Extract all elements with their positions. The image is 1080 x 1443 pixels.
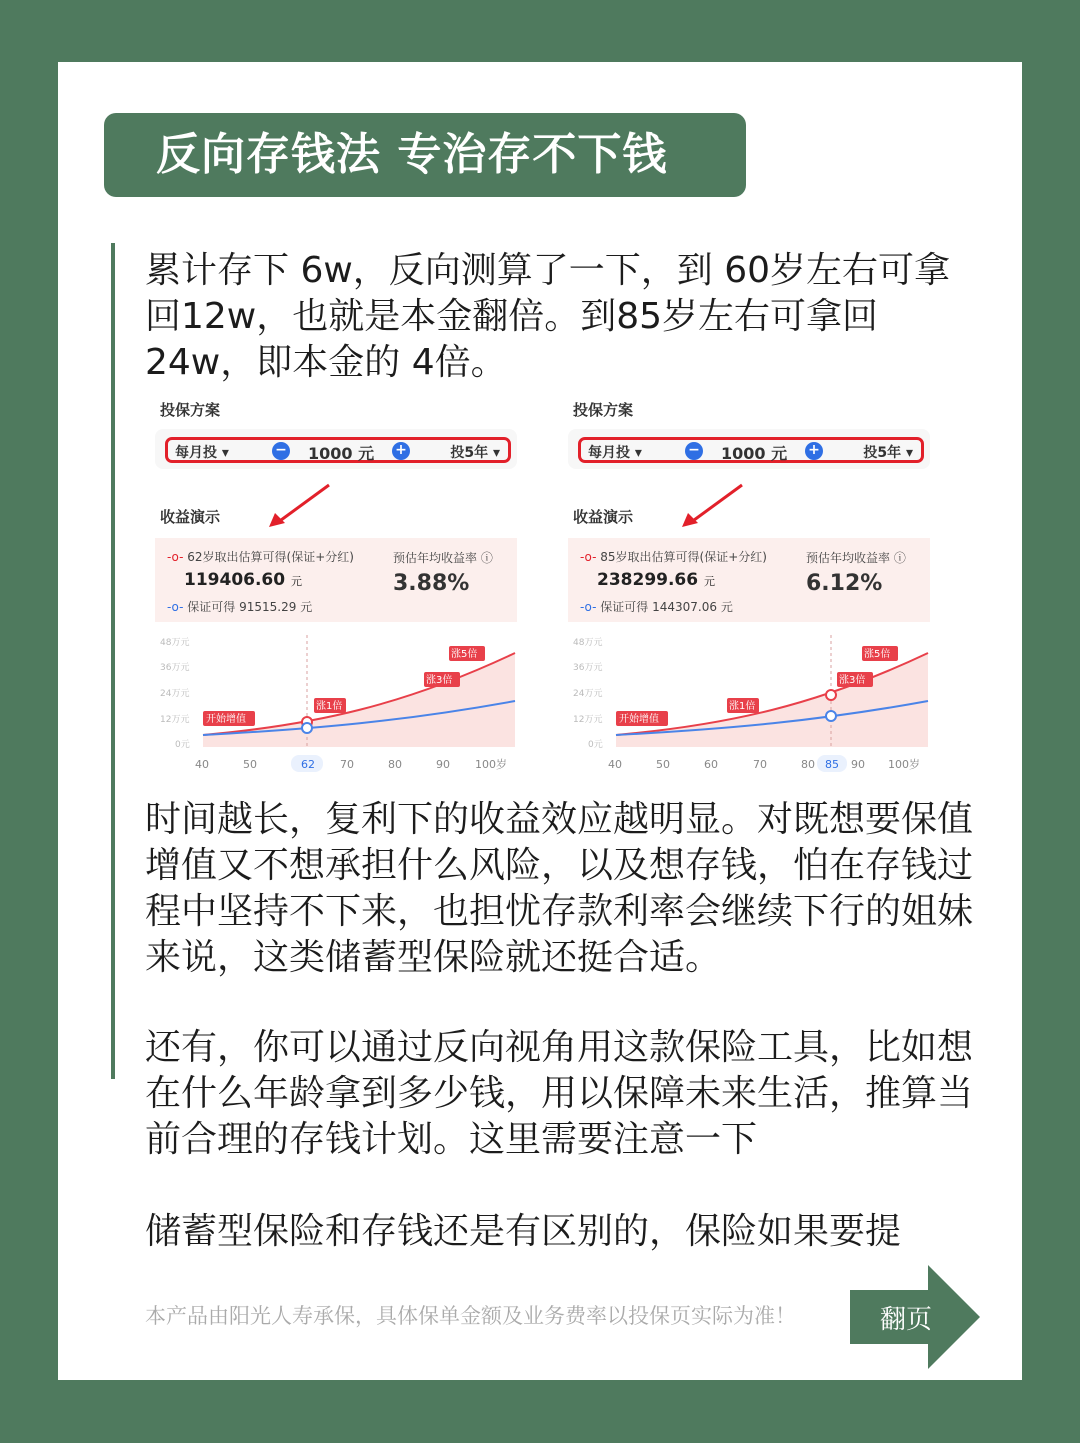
- x-tick: 40: [608, 758, 622, 771]
- y-tick: 36万元: [573, 663, 603, 673]
- y-tick: 48万元: [573, 638, 603, 648]
- amount-value: 1000 元: [721, 444, 788, 463]
- blue-marker: [302, 723, 312, 733]
- plan-selector[interactable]: [578, 437, 924, 463]
- rate-value: 6.12%: [806, 571, 883, 596]
- paragraph-2: 时间越长，复利下的收益效应越明显。对既想要保值增值又不想承担什么风险，以及想存钱，怕在存钱过程中坚持不下来，也担忧存款利率会继续下行的姐妹来说，这类储蓄型保险就还挺合适。: [145, 799, 974, 978]
- x-tick: 100岁: [475, 758, 507, 771]
- rate-value: 3.88%: [393, 571, 470, 596]
- tag-1x: 涨1倍: [316, 701, 343, 712]
- rate-label: 预估年均收益率 ⓘ: [393, 551, 493, 565]
- tag-5x: 涨5倍: [451, 649, 478, 660]
- x-tick: 100岁: [888, 758, 920, 771]
- guaranteed-label: 保证可得: [600, 600, 649, 614]
- x-tick: 90: [851, 758, 865, 771]
- growth-chart: [568, 635, 938, 775]
- arrow-right-icon[interactable]: [928, 1265, 980, 1369]
- years-dropdown[interactable]: 投5年 ▾: [450, 445, 500, 461]
- x-tick: 80: [801, 758, 815, 771]
- frequency-dropdown[interactable]: 每月投 ▾: [175, 445, 229, 461]
- x-tick-selected[interactable]: 85: [825, 758, 839, 771]
- payout-value: 119406.60: [184, 570, 286, 590]
- growth-chart: [155, 635, 525, 775]
- y-tick: 0元: [588, 740, 603, 750]
- x-tick: 70: [340, 758, 354, 771]
- red-arrow-icon: [265, 483, 335, 529]
- payout-unit: 元: [291, 575, 303, 588]
- y-tick: 0元: [175, 740, 190, 750]
- guaranteed-label: 保证可得: [187, 600, 236, 614]
- x-tick: 50: [656, 758, 670, 771]
- tag-1x: 涨1倍: [729, 701, 756, 712]
- demo-label: 收益演示: [160, 508, 221, 526]
- amount-value: 1000 元: [308, 444, 375, 463]
- guaranteed-value: 144307.06 元: [652, 600, 733, 614]
- minus-icon[interactable]: −: [685, 442, 703, 460]
- tag-5x: 涨5倍: [864, 649, 891, 660]
- plus-icon[interactable]: +: [392, 442, 410, 460]
- payout-unit: 元: [704, 575, 716, 588]
- tag-start: 开始增值: [619, 714, 659, 725]
- y-tick: 24万元: [160, 689, 190, 699]
- guaranteed-value: 91515.29 元: [239, 600, 313, 614]
- payout-label: 62岁取出估算可得(保证+分红): [187, 550, 354, 564]
- demo-label: 收益演示: [573, 508, 634, 526]
- next-page-label[interactable]: 翻页: [880, 1305, 933, 1335]
- paragraph-1: 累计存下 6w，反向测算了一下，到 60岁左右可拿回12w，也就是本金翻倍。到85岁左右可拿回24w，即本金的 4倍。: [145, 250, 951, 383]
- tag-3x: 涨3倍: [839, 675, 866, 686]
- red-marker: [826, 690, 836, 700]
- blue-marker: [826, 711, 836, 721]
- payout-value: 238299.66: [597, 570, 699, 590]
- x-tick: 90: [436, 758, 450, 771]
- rate-label: 预估年均收益率 ⓘ: [806, 551, 906, 565]
- x-tick: 60: [704, 758, 718, 771]
- quote-bar: [111, 243, 115, 1079]
- plus-icon[interactable]: +: [805, 442, 823, 460]
- y-tick: 48万元: [160, 638, 190, 648]
- minus-icon[interactable]: −: [272, 442, 290, 460]
- paragraph-3: 还有，你可以通过反向视角用这款保险工具，比如想在什么年龄拿到多少钱，用以保障未来生活，推算当前合理的存钱计划。这里需要注意一下: [145, 1027, 974, 1160]
- tag-start: 开始增值: [206, 714, 246, 725]
- y-tick: 36万元: [160, 663, 190, 673]
- plan-label: 投保方案: [573, 401, 634, 419]
- frequency-dropdown[interactable]: 每月投 ▾: [588, 445, 642, 461]
- tag-3x: 涨3倍: [426, 675, 453, 686]
- x-tick-selected[interactable]: 62: [301, 758, 315, 771]
- next-page-button[interactable]: [850, 1265, 982, 1369]
- screenshot-plan-62: [155, 395, 525, 775]
- x-tick: 50: [243, 758, 257, 771]
- payout-label: 85岁取出估算可得(保证+分红): [600, 550, 767, 564]
- red-arrow-icon: [678, 483, 748, 529]
- x-tick: 80: [388, 758, 402, 771]
- plan-label: 投保方案: [160, 401, 221, 419]
- x-tick: 40: [195, 758, 209, 771]
- plan-selector[interactable]: [165, 437, 511, 463]
- disclaimer-text: 本产品由阳光人寿承保，具体保单金额及业务费率以投保页实际为准！: [145, 1304, 796, 1328]
- years-dropdown[interactable]: 投5年 ▾: [863, 445, 913, 461]
- y-tick: 12万元: [573, 715, 603, 725]
- page-title: 反向存钱法 专治存不下钱: [104, 113, 746, 197]
- summary-box: -o- 62岁取出估算可得(保证+分红) 119406.60 元 -o- 保证可得 91515.29 元 预估年均收益率 ⓘ 3.88%: [155, 538, 517, 622]
- paragraph-4: 储蓄型保险和存钱还是有区别的，保险如果要提: [145, 1211, 902, 1252]
- y-tick: 12万元: [160, 715, 190, 725]
- screenshot-plan-85: [568, 395, 938, 775]
- summary-box: -o- 85岁取出估算可得(保证+分红) 238299.66 元 -o- 保证可得 144307.06 元 预估年均收益率 ⓘ 6.12%: [568, 538, 930, 622]
- y-tick: 24万元: [573, 689, 603, 699]
- x-tick: 70: [753, 758, 767, 771]
